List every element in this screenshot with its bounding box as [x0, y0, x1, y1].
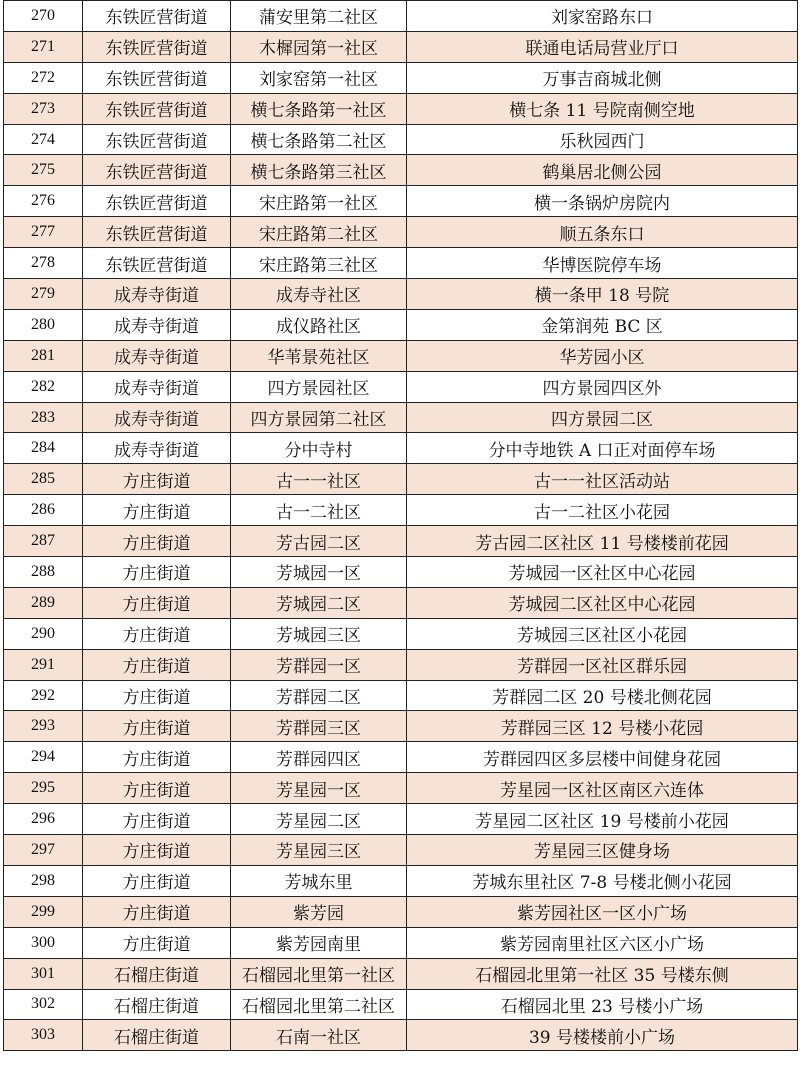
row-number: 279: [4, 279, 83, 310]
site-location: 芳星园三区健身场: [407, 835, 798, 866]
row-number: 280: [4, 309, 83, 340]
site-location: 华博医院停车场: [407, 248, 798, 279]
community-name: 华苇景苑社区: [231, 340, 407, 371]
community-name: 芳星园二区: [231, 804, 407, 835]
row-number: 301: [4, 958, 83, 989]
community-name: 横七条路第二社区: [231, 124, 407, 155]
site-location: 横一条锅炉房院内: [407, 186, 798, 217]
community-name: 宋庄路第二社区: [231, 217, 407, 248]
street-name: 东铁匠营街道: [83, 31, 231, 62]
row-number: 292: [4, 680, 83, 711]
street-name: 成寿寺街道: [83, 279, 231, 310]
site-location: 芳城园三区社区小花园: [407, 618, 798, 649]
row-number: 290: [4, 618, 83, 649]
community-name: 紫芳园南里: [231, 927, 407, 958]
street-name: 方庄街道: [83, 773, 231, 804]
row-number: 281: [4, 340, 83, 371]
site-location: 古一一社区活动站: [407, 464, 798, 495]
row-number: 285: [4, 464, 83, 495]
community-name: 芳城园一区: [231, 557, 407, 588]
site-location: 芳星园二区社区 19 号楼前小花园: [407, 804, 798, 835]
community-name: 横七条路第三社区: [231, 155, 407, 186]
table-row: [4, 1020, 798, 1051]
table-row: [4, 433, 798, 464]
community-name: 芳城园三区: [231, 618, 407, 649]
row-number: 286: [4, 495, 83, 526]
street-name: 方庄街道: [83, 742, 231, 773]
street-name: 方庄街道: [83, 804, 231, 835]
community-name: 芳古园二区: [231, 526, 407, 557]
street-name: 方庄街道: [83, 495, 231, 526]
table-row: [4, 31, 798, 62]
row-number: 291: [4, 649, 83, 680]
community-name: 芳星园三区: [231, 835, 407, 866]
row-number: 272: [4, 62, 83, 93]
community-name: 石榴园北里第一社区: [231, 958, 407, 989]
street-name: 方庄街道: [83, 927, 231, 958]
street-name: 方庄街道: [83, 865, 231, 896]
site-location: 芳城园二区社区中心花园: [407, 587, 798, 618]
site-location: 万事吉商城北侧: [407, 62, 798, 93]
street-name: 东铁匠营街道: [83, 62, 231, 93]
site-location: 石榴园北里第一社区 35 号楼东侧: [407, 958, 798, 989]
site-location: 紫芳园南里社区六区小广场: [407, 927, 798, 958]
site-location: 芳群园二区 20 号楼北侧花园: [407, 680, 798, 711]
community-name: 宋庄路第一社区: [231, 186, 407, 217]
community-name: 宋庄路第三社区: [231, 248, 407, 279]
site-location: 芳城园一区社区中心花园: [407, 557, 798, 588]
community-name: 四方景园第二社区: [231, 402, 407, 433]
table-row: [4, 804, 798, 835]
row-number: 270: [4, 1, 83, 32]
community-name: 芳城园二区: [231, 587, 407, 618]
table-row: [4, 989, 798, 1020]
site-location: 芳城东里社区 7-8 号楼北侧小花园: [407, 865, 798, 896]
site-location: 刘家窑路东口: [407, 1, 798, 32]
community-name: 芳群园一区: [231, 649, 407, 680]
table-row: [4, 309, 798, 340]
row-number: 297: [4, 835, 83, 866]
table-row: [4, 340, 798, 371]
row-number: 296: [4, 804, 83, 835]
site-location: 古一二社区小花园: [407, 495, 798, 526]
street-name: 东铁匠营街道: [83, 1, 231, 32]
street-name: 成寿寺街道: [83, 402, 231, 433]
site-location: 分中寺地铁 A 口正对面停车场: [407, 433, 798, 464]
row-number: 277: [4, 217, 83, 248]
community-name: 成仪路社区: [231, 309, 407, 340]
community-name: 石南一社区: [231, 1020, 407, 1051]
community-name: 芳群园二区: [231, 680, 407, 711]
table-row: [4, 371, 798, 402]
row-number: 294: [4, 742, 83, 773]
site-location: 鹤巢居北侧公园: [407, 155, 798, 186]
table-row: [4, 865, 798, 896]
street-name: 成寿寺街道: [83, 309, 231, 340]
table-row: [4, 958, 798, 989]
community-name: 四方景园社区: [231, 371, 407, 402]
row-number: 271: [4, 31, 83, 62]
row-number: 287: [4, 526, 83, 557]
street-name: 东铁匠营街道: [83, 93, 231, 124]
site-location: 联通电话局营业厅口: [407, 31, 798, 62]
street-name: 方庄街道: [83, 711, 231, 742]
row-number: 302: [4, 989, 83, 1020]
community-name: 木樨园第一社区: [231, 31, 407, 62]
site-location: 芳群园三区 12 号楼小花园: [407, 711, 798, 742]
table-row: [4, 927, 798, 958]
site-list-table: [3, 0, 798, 1051]
street-name: 成寿寺街道: [83, 340, 231, 371]
table-row: [4, 93, 798, 124]
community-name: 横七条路第一社区: [231, 93, 407, 124]
table-row: [4, 62, 798, 93]
street-name: 石榴庄街道: [83, 989, 231, 1020]
row-number: 295: [4, 773, 83, 804]
table-row: [4, 526, 798, 557]
table-row: [4, 186, 798, 217]
street-name: 方庄街道: [83, 526, 231, 557]
community-name: 石榴园北里第二社区: [231, 989, 407, 1020]
table-row: [4, 587, 798, 618]
street-name: 石榴庄街道: [83, 958, 231, 989]
street-name: 东铁匠营街道: [83, 186, 231, 217]
community-name: 分中寺村: [231, 433, 407, 464]
row-number: 300: [4, 927, 83, 958]
street-name: 方庄街道: [83, 896, 231, 927]
row-number: 276: [4, 186, 83, 217]
table-body: [4, 1, 798, 1051]
site-location: 芳群园一区社区群乐园: [407, 649, 798, 680]
table-row: [4, 1, 798, 32]
site-location: 乐秋园西门: [407, 124, 798, 155]
street-name: 方庄街道: [83, 618, 231, 649]
row-number: 274: [4, 124, 83, 155]
site-location: 四方景园二区: [407, 402, 798, 433]
site-location: 紫芳园社区一区小广场: [407, 896, 798, 927]
site-location: 金第润苑 BC 区: [407, 309, 798, 340]
row-number: 275: [4, 155, 83, 186]
table-row: [4, 279, 798, 310]
site-location: 华芳园小区: [407, 340, 798, 371]
street-name: 方庄街道: [83, 835, 231, 866]
row-number: 282: [4, 371, 83, 402]
street-name: 成寿寺街道: [83, 433, 231, 464]
street-name: 方庄街道: [83, 557, 231, 588]
site-location: 横一条甲 18 号院: [407, 279, 798, 310]
street-name: 方庄街道: [83, 649, 231, 680]
street-name: 成寿寺街道: [83, 371, 231, 402]
street-name: 方庄街道: [83, 587, 231, 618]
table-row: [4, 402, 798, 433]
community-name: 成寿寺社区: [231, 279, 407, 310]
table-row: [4, 649, 798, 680]
row-number: 288: [4, 557, 83, 588]
table-row: [4, 711, 798, 742]
site-location: 芳星园一区社区南区六连体: [407, 773, 798, 804]
site-location: 39 号楼楼前小广场: [407, 1020, 798, 1051]
site-location: 横七条 11 号院南侧空地: [407, 93, 798, 124]
street-name: 东铁匠营街道: [83, 155, 231, 186]
community-name: 芳城东里: [231, 865, 407, 896]
site-location: 四方景园四区外: [407, 371, 798, 402]
table-row: [4, 618, 798, 649]
community-name: 古一二社区: [231, 495, 407, 526]
site-location: 顺五条东口: [407, 217, 798, 248]
table-row: [4, 124, 798, 155]
row-number: 284: [4, 433, 83, 464]
table-row: [4, 248, 798, 279]
table-row: [4, 835, 798, 866]
table-row: [4, 155, 798, 186]
table-row: [4, 742, 798, 773]
street-name: 石榴庄街道: [83, 1020, 231, 1051]
row-number: 299: [4, 896, 83, 927]
community-name: 蒲安里第二社区: [231, 1, 407, 32]
row-number: 298: [4, 865, 83, 896]
row-number: 278: [4, 248, 83, 279]
table-row: [4, 464, 798, 495]
table-row: [4, 680, 798, 711]
street-name: 东铁匠营街道: [83, 124, 231, 155]
site-location: 石榴园北里 23 号楼小广场: [407, 989, 798, 1020]
row-number: 289: [4, 587, 83, 618]
community-name: 刘家窑第一社区: [231, 62, 407, 93]
community-name: 芳群园四区: [231, 742, 407, 773]
community-name: 芳星园一区: [231, 773, 407, 804]
street-name: 方庄街道: [83, 464, 231, 495]
site-location: 芳群园四区多层楼中间健身花园: [407, 742, 798, 773]
site-location: 芳古园二区社区 11 号楼楼前花园: [407, 526, 798, 557]
street-name: 东铁匠营街道: [83, 217, 231, 248]
row-number: 273: [4, 93, 83, 124]
street-name: 东铁匠营街道: [83, 248, 231, 279]
row-number: 283: [4, 402, 83, 433]
table-row: [4, 217, 798, 248]
table-row: [4, 495, 798, 526]
community-name: 芳群园三区: [231, 711, 407, 742]
row-number: 303: [4, 1020, 83, 1051]
table-row: [4, 773, 798, 804]
table-row: [4, 557, 798, 588]
street-name: 方庄街道: [83, 680, 231, 711]
community-name: 古一一社区: [231, 464, 407, 495]
table-row: [4, 896, 798, 927]
row-number: 293: [4, 711, 83, 742]
community-name: 紫芳园: [231, 896, 407, 927]
